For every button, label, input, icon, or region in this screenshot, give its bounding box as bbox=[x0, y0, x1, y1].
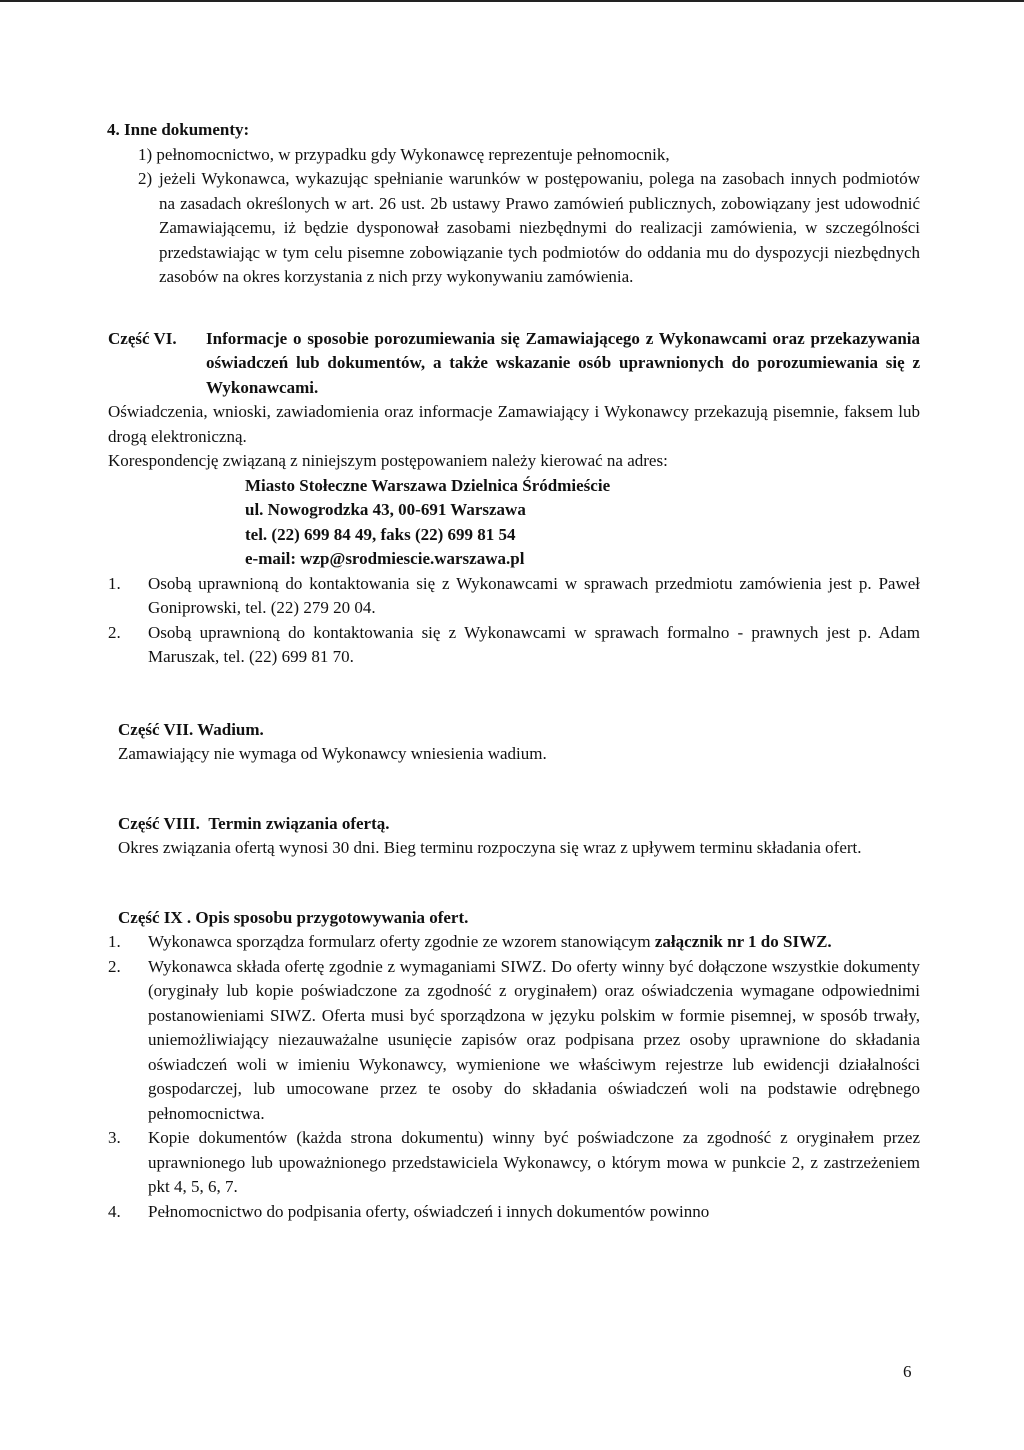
part-viii-heading bbox=[118, 812, 920, 837]
part-vii bbox=[108, 718, 920, 767]
section-4-item-2-text: jeżeli Wykonawca, wykazując spełnianie warunków w postępowaniu, polega na zasobach innych podmiotów na zasadach określonych w art. 26 ust. 2b ustawy Prawo zamówień publicznych, zobowiązany jest udowodnić Zamawiającemu, iż będzie dysponował zasobami niezbędnymi do realizacji zamówienia, w szczególności przedstawiając w tym celu pisemne zobowiązanie tych podmiotów do oddania mu do dyspozycji niezbędnych zasobów na okres korzystania z nich przy wykonywaniu zamówienia. bbox=[159, 169, 920, 286]
part-ix-item-1 bbox=[108, 930, 920, 955]
top-border-line bbox=[0, 0, 1024, 2]
address-line-3: tel. (22) 699 84 49, faks (22) 699 81 54 bbox=[245, 524, 516, 544]
part-vi-paragraph-1: Oświadczenia, wnioski, zawiadomienia oraz informacje Zamawiający i Wykonawcy przekazują pisemnie, faksem lub drogą elektroniczną. bbox=[108, 402, 920, 446]
part-vi-item-1 bbox=[108, 572, 920, 621]
part-ix-item-3-number: 3. bbox=[108, 1128, 121, 1147]
part-vi bbox=[108, 327, 920, 670]
part-ix-item-2-number: 2. bbox=[108, 956, 121, 976]
attachment-reference: załącznik nr 1 do SIWZ. bbox=[654, 932, 832, 951]
part-ix-item-3 bbox=[108, 1126, 920, 1200]
section-4-list bbox=[108, 143, 920, 290]
part-viii-title: Termin związania ofertą. bbox=[208, 813, 390, 833]
part-ix-item-2-text: Wykonawca składa ofertę zgodnie z wymaganiami SIWZ. Do oferty winny być dołączone wszystkie dokumenty (oryginały lub kopie poświadczone za zgodność z oryginałem) oraz oświadczenia wymagane odpowiednimi postanowieniami SIWZ. Oferta musi być sporządzona w języku polskim w formie pisemnej, w sposób trwały, uniemożliwiający niezauważalne usunięcie zapisów oraz podpisana przez osoby uprawnione do składania oświadczeń woli w imieniu Wykonawcy, wymienione we właściwym rejestrze lub ewidencji działalności gospodarczej, lub umocowane przez te osoby do składania oświadczeń woli na podstawie odrębnego pełnomocnictwa. bbox=[148, 956, 920, 1123]
section-4-heading: 4. Inne dokumenty: bbox=[107, 120, 250, 139]
part-ix-item-4 bbox=[108, 1200, 920, 1225]
part-ix-item-2 bbox=[108, 955, 920, 1127]
page-number: 6 bbox=[903, 1362, 912, 1381]
part-vi-label: Część VI. bbox=[108, 328, 177, 348]
part-vi-item-2-number: 2. bbox=[108, 622, 121, 642]
part-ix-item-4-number: 4. bbox=[108, 1201, 121, 1221]
part-vi-item-2 bbox=[108, 621, 920, 670]
section-4-item-2-number: 2) bbox=[138, 169, 153, 188]
part-vi-paragraph-2: Korespondencję związaną z niniejszym postępowaniem należy kierować na adres: bbox=[108, 451, 668, 470]
part-ix-heading: Część IX . Opis sposobu przygotowywania ofert. bbox=[118, 907, 469, 927]
section-4-item-1: 1) pełnomocnictwo, w przypadku gdy Wykonawcę reprezentuje pełnomocnik, bbox=[138, 144, 670, 164]
part-viii-text: Okres związania ofertą wynosi 30 dni. Bieg terminu rozpoczyna się wraz z upływem terminu składania ofert. bbox=[118, 838, 862, 857]
part-vi-item-2-text: Osobą uprawnioną do kontaktowania się z Wykonawcami w sprawach formalno - prawnych jest p. Adam Maruszak, tel. (22) 699 81 70. bbox=[148, 622, 920, 666]
part-viii-label: Część VIII. bbox=[118, 813, 200, 833]
part-vii-text: Zamawiający nie wymaga od Wykonawcy wniesienia wadium. bbox=[118, 744, 547, 763]
section-4-item-2 bbox=[138, 167, 920, 290]
part-vi-item-1-number: 1. bbox=[108, 573, 121, 593]
address-line-2: ul. Nowogrodzka 43, 00-691 Warszawa bbox=[245, 500, 526, 519]
part-vii-heading: Część VII. Wadium. bbox=[118, 719, 264, 739]
part-ix-item-4-text: Pełnomocnictwo do podpisania oferty, oświadczeń i innych dokumentów powinno bbox=[148, 1201, 710, 1221]
part-ix bbox=[108, 906, 920, 1225]
address-line-4: e-mail: wzp@srodmiescie.warszawa.pl bbox=[245, 549, 525, 568]
document-page bbox=[108, 118, 920, 1224]
section-4 bbox=[108, 118, 920, 290]
address-block bbox=[108, 474, 920, 572]
part-vi-item-1-text: Osobą uprawnioną do kontaktowania się z Wykonawcami w sprawach przedmiotu zamówienia jest p. Paweł Goniprowski, tel. (22) 279 20 04. bbox=[148, 573, 920, 617]
part-viii bbox=[108, 812, 920, 861]
part-vi-title: Informacje o sposobie porozumiewania się Zamawiającego z Wykonawcami oraz przekazywania oświadczeń lub dokumentów, a także wskazanie osób uprawnionych do porozumiewania się z Wykonawcami. bbox=[206, 328, 920, 397]
part-ix-item-3-text: Kopie dokumentów (każda strona dokumentu) winny być poświadczone za zgodność z oryginałem przez uprawnionego lub upoważnionego przedstawiciela Wykonawcy, o którym mowa w punkcie 2, z zastrzeżeniem pkt 4, 5, 6, 7. bbox=[148, 1128, 920, 1196]
part-ix-item-1-text bbox=[148, 930, 920, 955]
address-line-1: Miasto Stołeczne Warszawa Dzielnica Śródmieście bbox=[245, 475, 611, 495]
part-vi-heading bbox=[108, 327, 920, 401]
part-ix-item-1-plain: Wykonawca sporządza formularz oferty zgodnie ze wzorem stanowiącym bbox=[148, 932, 655, 951]
part-ix-item-1-number: 1. bbox=[108, 932, 121, 951]
